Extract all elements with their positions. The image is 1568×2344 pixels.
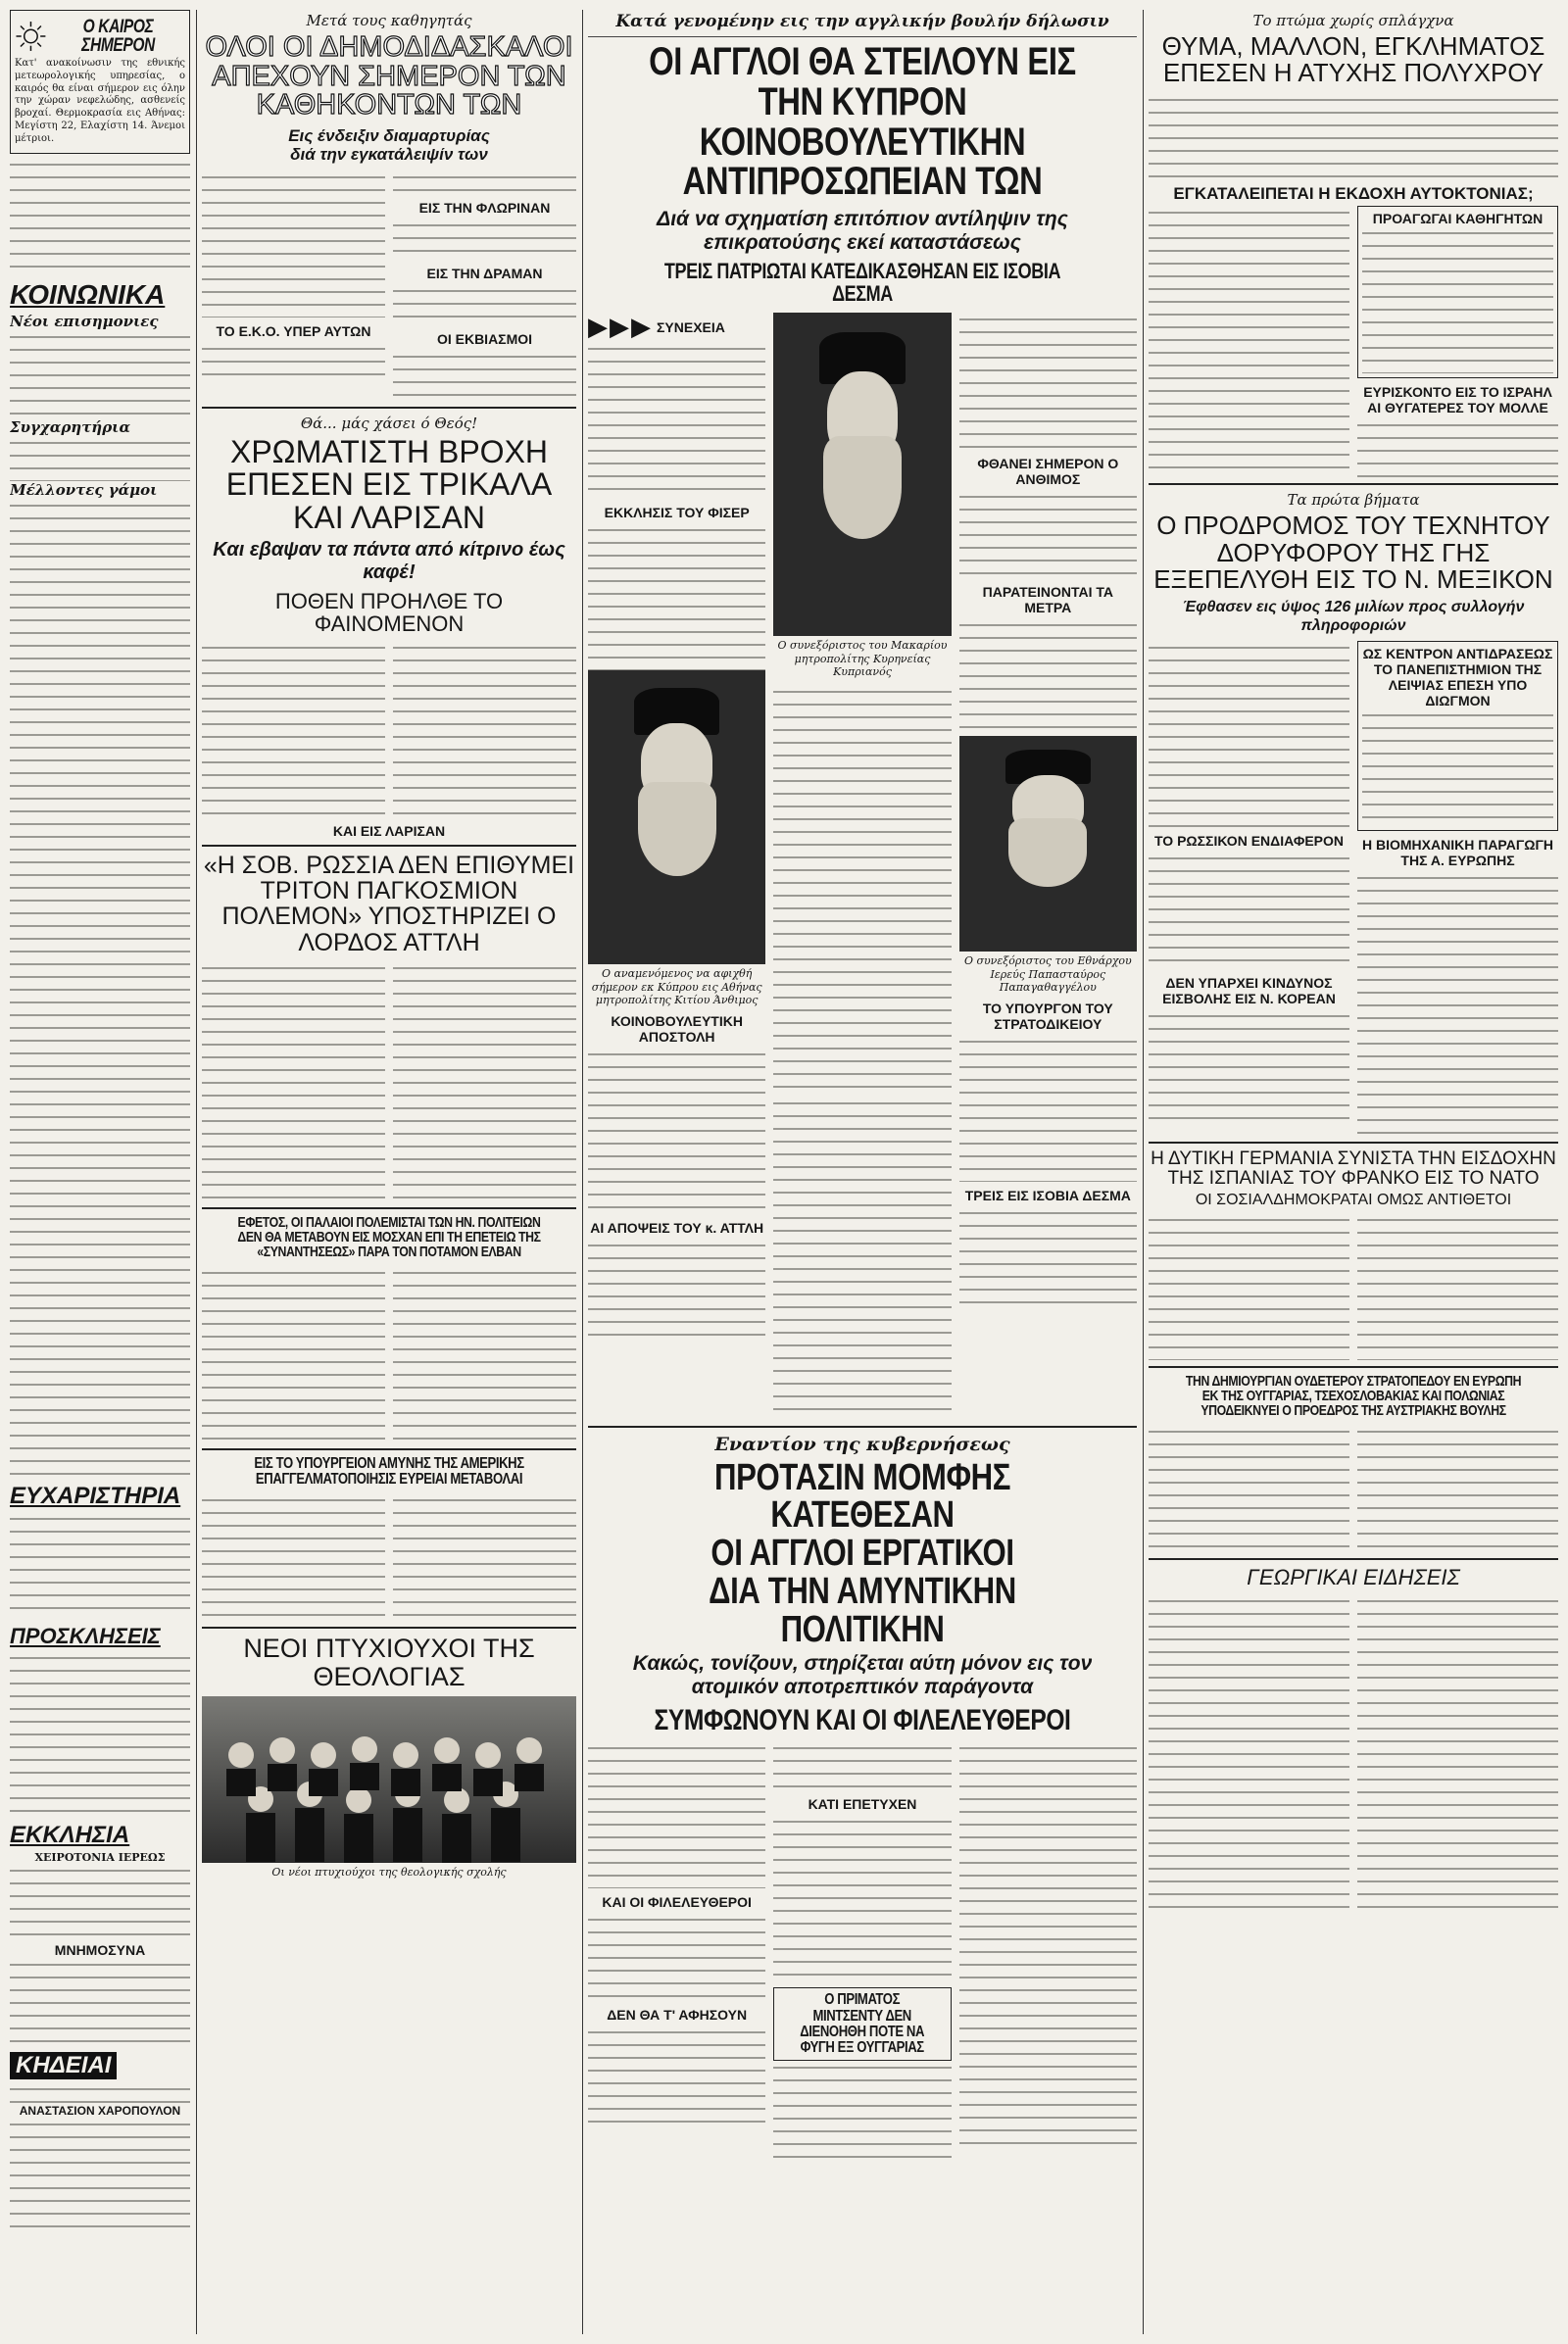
portrait-papastavros	[959, 736, 1137, 952]
text-block	[588, 523, 765, 670]
rain-sub: ΠΟΘΕΝ ΠΡΟΗΛΘΕ ΤΟ ΦΑΙΝΟΜΕΝΟΝ	[274, 588, 504, 636]
sub-engagements: Νέοι επισημονιες	[10, 312, 159, 330]
graduates-caption: Οι νέοι πτυχιούχοι της θεολογικής σχολής	[271, 1866, 507, 1879]
text-block	[1357, 1425, 1558, 1552]
murder-sub: ΕΓΚΑΤΑΛΕΙΠΕΤΑΙ Η ΕΚΔΟΧΗ ΑΥΤΟΚΤΟΝΙΑΣ;	[1173, 183, 1534, 203]
sub-life-sentences: ΤΡΕΙΣ ΕΙΣ ΙΣΟΒΙΑ ΔΕΣΜΑ	[964, 1187, 1131, 1203]
neutral-headline: ΤΗΝ ΔΗΜΙΟΥΡΓΙΑΝ ΟΥΔΕΤΕΡΟΥ ΣΤΡΑΤΟΠΕΔΟΥ ΕΝ ΕΥΡΩΠΗ ΕΚ ΤΗΣ ΟΥΓΓΑΡΙΑΣ, ΤΣΕΧΟΣΛΟΒΑΚΙΑΣ ΚΑΙ ΠΟΛΩΝΙΑΣ ΥΠΟΔΕΙΚΝΥΕΙ Ο ΠΡΟΕΔΡΟΣ ΤΗΣ ΑΥΣΤΡΙΑΚΗΣ ΒΟΥΛΗΣ	[1185, 1372, 1522, 1420]
column-rule	[196, 10, 197, 2334]
text-block	[1149, 1425, 1349, 1552]
text-block	[393, 350, 576, 401]
text-block	[393, 641, 576, 817]
text-block	[588, 342, 765, 499]
cyprus-kicker: Κατά γενομένην εις την αγγλικήν βουλήν δήλωσιν	[615, 12, 1109, 31]
portrait-kyprianos	[773, 313, 951, 636]
text-block	[10, 330, 190, 418]
germany-deck: ΟΙ ΣΟΣΙΑΛΔΗΜΟΚΡΑΤΑΙ ΟΜΩΣ ΑΝΤΙΘΕΤΟΙ	[1195, 1191, 1512, 1208]
rain-headline: ΧΡΩΜΑΤΙΣΤΗ ΒΡΟΧΗ ΕΠΕΣΕΝ ΕΙΣ ΤΡΙΚΑΛΑ ΚΑΙ ΛΑΡΙΣΑΝ	[225, 433, 553, 536]
text-block	[588, 2026, 765, 2133]
text-block	[1149, 641, 1349, 827]
industry-headline: Η ΒΙΟΜΗΧΑΝΙΚΗ ΠΑΡΑΓΩΓΗ ΤΗΣ Α. ΕΥΡΩΠΗΣ	[1361, 837, 1553, 869]
text-block	[202, 1493, 385, 1621]
caption-kyprianos: Ο συνεξόριστος του Μακαρίου μητροπολίτης Κυρηνείας Κυπριανός	[777, 639, 948, 679]
teachers-deck-2: διά την εγκατάλειψίν των	[290, 145, 488, 165]
text-block	[959, 618, 1137, 736]
sub-florina: ΕΙΣ ΤΗΝ ΦΛΩΡΙΝΑΝ	[418, 199, 551, 216]
graduates-group-image	[202, 1696, 576, 1863]
promotions-title: ΠΡΟΑΓΩΓΑΙ ΚΑΘΗΓΗΤΩΝ	[1372, 211, 1544, 227]
graduates-photo	[202, 1696, 576, 1863]
labour-headline-2: ΟΙ ΑΓΓΛΟΙ ΕΡΓΑΤΙΚΟΙ	[710, 1533, 1014, 1575]
portrait-anthimos	[588, 670, 765, 964]
sub-ordination: ΧΕΙΡΟΤΟΝΙΑ ΙΕΡΕΩΣ	[34, 1850, 166, 1864]
text-block	[202, 171, 385, 317]
rain-kicker: Θά... μάς χάσει ό Θεός!	[300, 414, 478, 432]
satellite-deck: Έφθασεν εις ύψος 126 μιλίων προς συλλογήν πληροφοριών	[1182, 599, 1525, 634]
sub-memorial: ΜΝΗΜΟΣΥΝΑ	[54, 1941, 146, 1958]
mindszenty-headline: Ο ΠΡΙΜΑΤΟΣ ΜΙΝΤΣΕΝΤΥ ΔΕΝ ΔΙΕΝΟΗΘΗ ΠΟΤΕ ΝΑ ΦΥΓΗ ΕΞ ΟΥΓΓΑΡΙΑΣ	[800, 1991, 925, 2057]
section-church: ΕΚΚΛΗΣΙΑ	[10, 1821, 130, 1848]
text-block	[959, 490, 1137, 578]
text-block	[773, 1097, 951, 1420]
sun-icon	[15, 15, 47, 58]
section-thanks: ΕΥΧΑΡΙΣΤΗΡΙΑ	[10, 1482, 181, 1509]
section-invitations: ΠΡΟΣΚΛΗΣΕΙΣ	[10, 1623, 161, 1648]
teachers-deck-1: Εις ένδειξιν διαμαρτυρίας	[288, 125, 490, 145]
sub-koinob: ΚΟΙΝΟΒΟΥΛΕΥΤΙΚΗ ΑΠΟΣΤΟΛΗ	[611, 1012, 743, 1045]
defense-headline: ΕΙΣ ΤΟ ΥΠΟΥΡΓΕΙΟΝ ΑΜΥΝΗΣ ΤΗΣ ΑΜΕΡΙΚΗΣ ΕΠΑΓΓΕΛΜΑΤΟΠΟΙΗΣΙΣ ΕΥΡΕΙΑΙ ΜΕΤΑΒΟΛΑΙ	[254, 1454, 524, 1488]
text-block	[393, 219, 576, 260]
text-block	[393, 961, 576, 1201]
teachers-headline: ΟΛΟΙ ΟΙ ΔΗΜΟΔΙΔΑΣΚΑΛΟΙ ΑΠΕΧΟΥΝ ΣΗΜΕΡΟΝ ΤΩΝ ΚΑΘΗΚΟΝΤΩΝ ΤΩΝ	[205, 31, 573, 122]
text-block	[1362, 708, 1553, 826]
sub-larisa: ΚΑΙ ΕΙΣ ΛΑΡΙΣΑΝ	[332, 822, 446, 839]
continued-label: ΣΥΝΕΧΕΙΑ	[657, 319, 725, 336]
text-block	[202, 342, 385, 381]
sub-liberals: ΚΑΙ ΟΙ ΦΙΛΕΛΕΥΘΕΡΟΙ	[602, 1894, 752, 1911]
israel-sub: ΕΥΡΙΣΚΟΝΤΟ ΕΙΣ ΤΟ ΙΣΡΑΗΛ ΑΙ ΘΥΓΑΤΕΡΕΣ ΤΟΥ ΜΟΛΛΕ	[1363, 384, 1552, 416]
text-block	[10, 1958, 190, 2046]
text-block	[202, 961, 385, 1201]
text-block	[202, 1266, 385, 1442]
text-block	[588, 1048, 765, 1214]
labour-headline-3: ΔΙΑ ΤΗΝ ΑΜΥΝΤΙΚΗΝ ΠΟΛΙΤΙΚΗΝ	[709, 1570, 1016, 1650]
text-block	[588, 1239, 765, 1346]
right-kicker: Το πτώμα χωρίς σπλάγχνα	[1252, 12, 1454, 29]
text-block	[202, 641, 385, 817]
text-block	[959, 1035, 1137, 1182]
sub-success: ΚΑΤΙ ΕΠΕΤΥΧΕΝ	[808, 1796, 917, 1813]
text-block	[959, 1741, 1137, 2153]
weather-box	[10, 10, 190, 154]
left-column	[10, 10, 190, 2334]
text-block	[1149, 93, 1558, 181]
text-block	[1362, 226, 1553, 373]
rain-deck: Και εβαψαν τα πάντα από κίτρινο έως καφέ!	[213, 538, 565, 583]
attlee-headline: «Η ΣΟΒ. ΡΩΣΣΙΑ ΔΕΝ ΕΠΙΘΥΜΕΙ ΤΡΙΤΟΝ ΠΑΓΚΟΣΜΙΟΝ ΠΟΛΕΜΟΝ» ΥΠΟΣΤΗΡΙΖΕΙ Ο ΛΟΡΔΟΣ ΑΤΤΛΗ	[203, 851, 575, 956]
sub-measures: ΠΑΡΑΤΕΙΝΟΝΤΑΙ ΤΑ ΜΕΤΡΑ	[982, 584, 1114, 616]
second-column	[202, 10, 576, 2334]
leipzig-headline: ΩΣ ΚΕΝΤΡΟΝ ΑΝΤΙΔΡΑΣΕΩΣ ΤΟ ΠΑΝΕΠΙΣΤΗΜΙΟΝ ΤΗΣ ΛΕΙΨΙΑΣ ΕΠΕΣΗ ΥΠΟ ΔΙΩΓΜΟΝ	[1362, 646, 1553, 709]
text-block	[10, 499, 190, 1479]
sub-fischer: ΕΚΚΛΗΣΙΣ ΤΟΥ ΦΙΣΕΡ	[604, 505, 750, 521]
right-column	[1149, 10, 1558, 2334]
text-block	[393, 1266, 576, 1442]
cyprus-headline-2: ΚΟΙΝΟΒΟΥΛΕΥΤΙΚΗΝ ΑΝΤΙΠΡΟΣΩΠΕΙΑΝ ΤΩΝ	[682, 120, 1043, 204]
weather-title: Ο ΚΑΙΡΟΣ ΣΗΜΕΡΟΝ	[81, 16, 155, 56]
text-block	[959, 313, 1137, 450]
text-block	[1357, 418, 1558, 477]
sub-drama: ΕΙΣ ΤΗΝ ΔΡΑΜΑΝ	[426, 265, 543, 281]
weather-text: Κατ' ανακοίνωσιν της εθνικής μετεωρολογικής υπηρεσίας, ο καιρός θα είναι σήμερον εις όλην την χώραν νεφελώδης, ασθενείς βροχαί. Θερμοκρασία εις Αθήνας: Μεγίστη 22, Ελαχίστη 14. Άνεμοι μέτριοι.	[15, 58, 185, 144]
text-block	[1357, 871, 1558, 1136]
sub-deleted: ΔΕΝ ΘΑ Τ' ΑΦΗΣΟΥΝ	[607, 2007, 748, 2024]
satellite-headline: Ο ΠΡΟΔΡΟΜΟΣ ΤΟΥ ΤΕΧΝΗΤΟΥ ΔΟΡΥΦΟΡΟΥ ΤΗΣ ΓΗΣ ΕΞΕΠΕΛΥΘΗ ΕΙΣ ΤΟ Ν. ΜΕΞΙΚΟΝ	[1153, 511, 1553, 595]
text-block	[1149, 1009, 1349, 1127]
murder-headline: ΘΥΜΑ, ΜΑΛΛΟΝ, ΕΓΚΛΗΜΑΤΟΣ ΕΠΕΣΕΝ Η ΑΤΥΧΗΣ ΠΟΛΥΧΡΟΥ	[1161, 31, 1545, 88]
text-block	[1149, 206, 1349, 470]
text-block	[1149, 852, 1349, 969]
text-block	[1149, 1594, 1349, 1918]
weather-body	[10, 158, 190, 275]
cyprus-headline-1: ΟΙ ΑΓΓΛΟΙ ΘΑ ΣΤΕΙΛΟΥΝ ΕΙΣ ΤΗΝ ΚΥΠΡΟΝ	[649, 40, 1076, 123]
labour-headline-1: ΠΡΟΤΑΣΙΝ ΜΟΜΦΗΣ ΚΑΤΕΘΕΣΑΝ	[713, 1456, 1011, 1537]
sub-russian-interest: ΤΟ ΡΩΣΣΙΚΟΝ ΕΝΔΙΑΦΕΡΟΝ	[1154, 833, 1344, 850]
caption-papastavros: Ο συνεξόριστος του Εθνάρχου Ιερεύς Παπασταύρος Παπαγαθαγγέλου	[963, 954, 1132, 995]
funeral-name: ΑΝΑΣΤΑΣΙΟΝ ΧΑΡΟΠΟΥΛΟΝ	[19, 2103, 181, 2118]
text-block	[773, 1815, 951, 1981]
sub-court: ΤΟ ΥΠΟΥΡΓΟΝ ΤΟΥ ΣΤΡΑΤΟΔΙΚΕΙΟΥ	[982, 1000, 1113, 1032]
sub-anthimos-arrives: ΦΘΑΝΕΙ ΣΗΜΕΡΟΝ Ο ΑΝΘΙΜΟΣ	[977, 456, 1119, 488]
text-block	[1357, 1594, 1558, 1918]
theology-headline: ΝΕΟΙ ΠΤΥΧΙΟΥΧΟΙ ΤΗΣ ΘΕΟΛΟΓΙΑΣ	[243, 1634, 535, 1691]
text-block	[1149, 1213, 1349, 1360]
text-block	[588, 1913, 765, 2001]
arrow-icon: ▶▶▶	[588, 313, 653, 343]
text-block	[773, 685, 951, 1097]
germany-headline: Η ΔΥΤΙΚΗ ΓΕΡΜΑΝΙΑ ΣΥΝΙΣΤΑ ΤΗΝ ΕΙΣΔΟΧΗΝ ΤΗΣ ΙΣΠΑΝΙΑΣ ΤΟΥ ΦΡΑΝΚΟ ΕΙΣ ΤΟ ΝΑΤΟ	[1151, 1148, 1556, 1190]
labour-deck: Κακώς, τονίζουν, στηρίζεται αύτη μόνον εις τον ατομικόν αποτρεπτικόν παράγοντα	[632, 1652, 1093, 1699]
cyprus-sub: ΤΡΕΙΣ ΠΑΤΡΙΩΤΑΙ ΚΑΤΕΔΙΚΑΣΘΗΣΑΝ ΕΙΣ ΙΣΟΒΙΑ ΔΕΣΜΑ	[663, 259, 1061, 306]
sub-eko: ΤΟ Ε.Κ.Ο. ΥΠΕΡ ΑΥΤΩΝ	[216, 322, 371, 339]
text-block	[10, 2082, 190, 2104]
sub-strike: ΟΙ ΕΚΒΙΑΣΜΟΙ	[436, 330, 533, 347]
text-block	[773, 2061, 951, 2169]
column-rule	[1143, 10, 1144, 2334]
section-funerals: ΚΗΔΕΙΑΙ	[10, 2052, 117, 2079]
text-block	[588, 1741, 765, 1888]
center-column	[588, 10, 1137, 2334]
text-block	[393, 171, 576, 194]
text-block	[10, 1651, 190, 1818]
text-block	[10, 436, 190, 481]
caption-anthimos: Ο αναμενόμενος να αφιχθή σήμερον εκ Κύπρου εις Αθήνας μητροπολίτης Κιτίου Άνθιμος	[591, 967, 762, 1007]
sub-korea: ΔΕΝ ΥΠΑΡΧΕΙ ΚΙΝΔΥΝΟΣ ΕΙΣΒΟΛΗΣ ΕΙΣ Ν. ΚΟΡΕΑΝ	[1162, 975, 1336, 1007]
text-block	[10, 1512, 190, 1620]
section-koinonika: ΚΟΙΝΩΝΙΚΑ	[10, 278, 166, 310]
cyprus-deck: Διά να σχηματίση επιτόπιον αντίληψιν της επικρατούσης εκεί καταστάσεως	[657, 208, 1068, 255]
agri-headline: ΓΕΩΡΓΙΚΑΙ ΕΙΔΗΣΕΙΣ	[1247, 1564, 1460, 1589]
text-block	[393, 284, 576, 325]
text-block	[1357, 1213, 1558, 1360]
satellite-kicker: Τα πρώτα βήματα	[1287, 491, 1420, 510]
veterans-headline: ΕΦΕΤΟΣ, ΟΙ ΠΑΛΑΙΟΙ ΠΟΛΕΜΙΣΤΑΙ ΤΩΝ ΗΝ. ΠΟΛΙΤΕΙΩΝ ΔΕΝ ΘΑ ΜΕΤΑΒΟΥΝ ΕΙΣ ΜΟΣΧΑΝ ΕΠΙ ΤΗ ΕΠΕΤΕΙΩ ΤΗΣ «ΣΥΝΑΝΤΗΣΕΩΣ» ΠΑΡΑ ΤΟΝ ΠΟΤΑΜΟΝ ΕΛΒΑΝ	[237, 1213, 541, 1261]
text-block	[10, 2118, 190, 2235]
text-block	[393, 1493, 576, 1621]
text-block	[959, 1206, 1137, 1314]
text-block	[773, 1741, 951, 1790]
labour-kicker: Εναντίον της κυβερνήσεως	[714, 1433, 1010, 1455]
sub-weddings: Μέλλοντες γάμοι	[10, 480, 158, 499]
column-rule	[582, 10, 583, 2334]
teachers-kicker: Μετά τους καθηγητάς	[306, 12, 472, 29]
text-block	[10, 1864, 190, 1942]
sub-attlee-views: ΑΙ ΑΠΟΨΕΙΣ ΤΟΥ κ. ΑΤΤΛΗ	[590, 1219, 764, 1236]
labour-sub: ΣΥΜΦΩΝΟΥΝ ΚΑΙ ΟΙ ΦΙΛΕΛΕΥΘΕΡΟΙ	[654, 1703, 1071, 1736]
sub-sympathies: Συγχαρητήρια	[10, 417, 130, 436]
